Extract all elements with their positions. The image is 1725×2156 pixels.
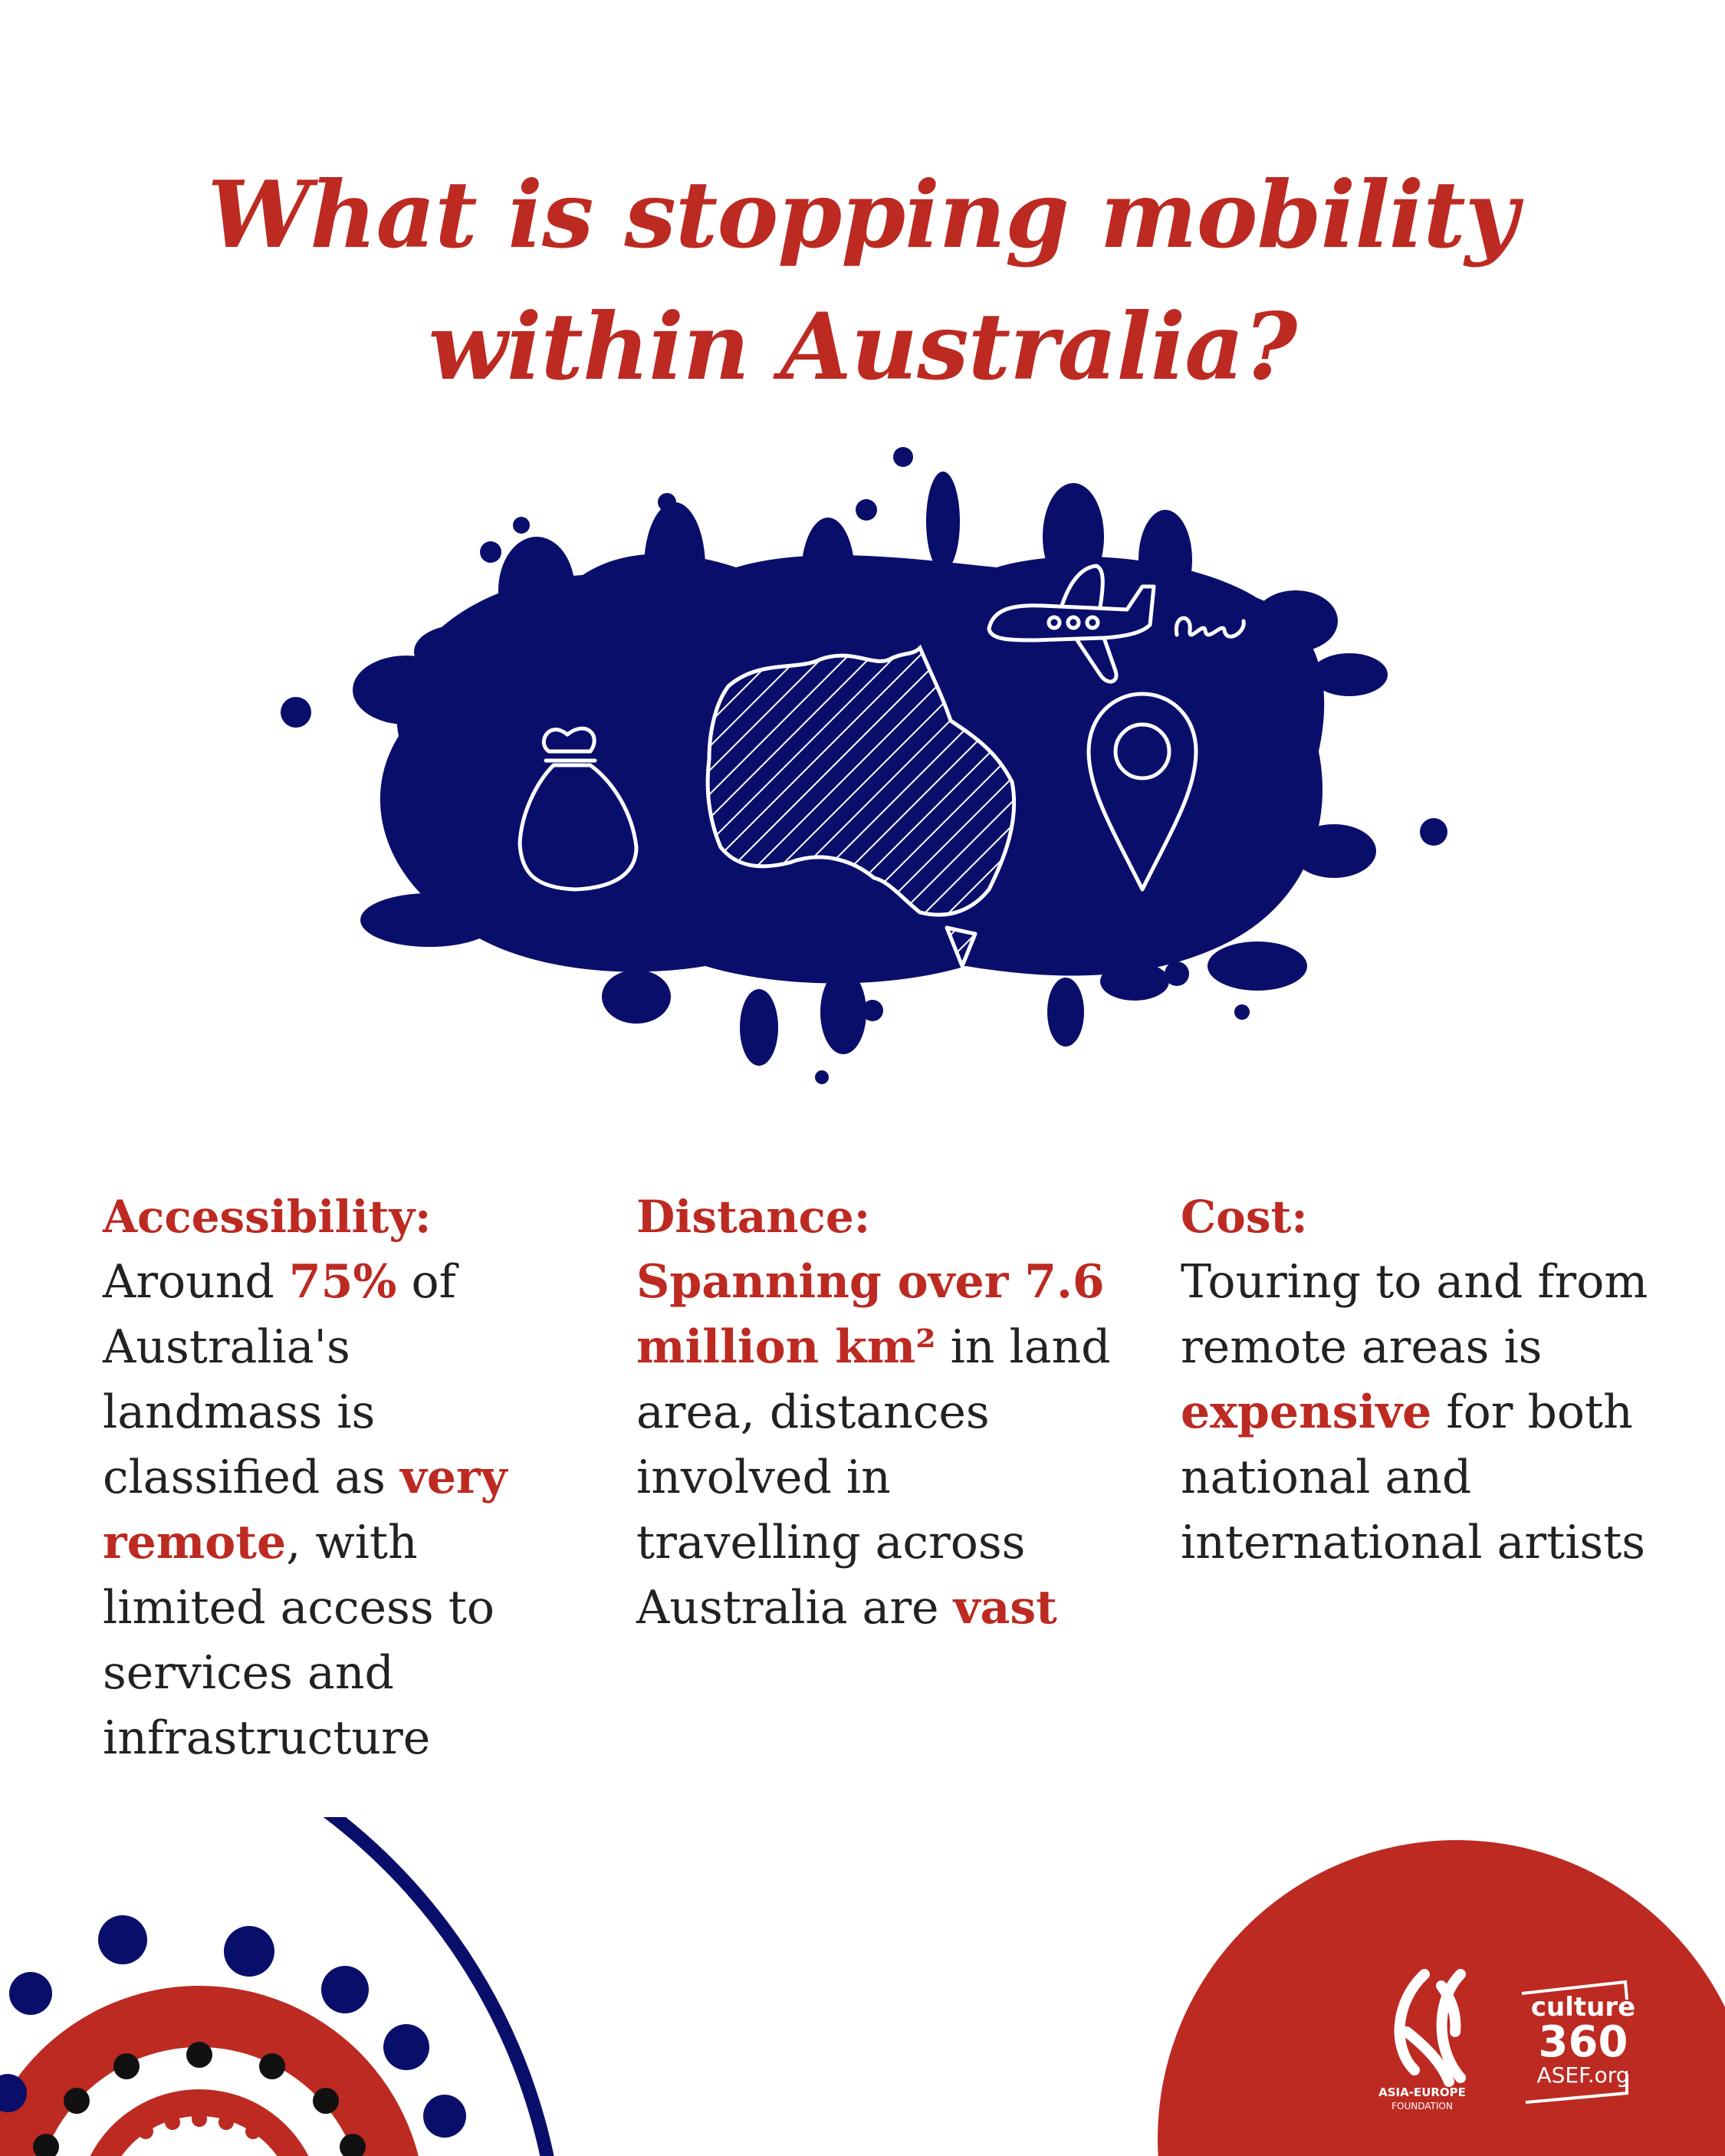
- cost-heading: Cost:: [1181, 1191, 1308, 1243]
- title-line-2: within Australia?: [428, 293, 1297, 401]
- asef-line-1: ASIA-EUROPE: [1378, 2085, 1466, 2099]
- page-title: [0, 150, 1725, 413]
- cost-column: [1181, 1185, 1656, 1576]
- culture360-url: ASEF.org: [1536, 2062, 1630, 2088]
- asef-line-2: FOUNDATION: [1392, 2101, 1453, 2112]
- accessibility-column: [103, 1185, 532, 1771]
- asef-logo-text: [1349, 2085, 1495, 2113]
- cost-text-2: for both national and international artists: [1181, 1385, 1646, 1569]
- culture360-number: 360: [1538, 2017, 1628, 2067]
- accessibility-heading: Accessibility:: [103, 1191, 432, 1243]
- distance-column: [636, 1185, 1112, 1641]
- distance-heading: Distance:: [636, 1191, 871, 1243]
- culture360-logo: [1522, 1993, 1644, 2087]
- distance-text-1: in land area, distances involved in travelling across Australia are: [636, 1320, 1111, 1635]
- distance-highlight-vast: vast: [953, 1581, 1057, 1635]
- title-line-1: What is stopping mobility: [207, 161, 1518, 269]
- accessibility-highlight-remote: very remote: [103, 1451, 508, 1569]
- accessibility-text-3: , with limited access to services and infrastructure: [103, 1516, 495, 1765]
- culture360-word: culture: [1530, 1992, 1636, 2023]
- cost-text-1: Touring to and from remote areas is: [1181, 1255, 1648, 1374]
- cost-highlight-expensive: expensive: [1181, 1385, 1432, 1439]
- accessibility-text-1: Around: [103, 1255, 289, 1309]
- accessibility-text-2: of Australia's landmass is classified as: [103, 1255, 456, 1504]
- ink-splash-illustration: [0, 429, 1725, 1104]
- accessibility-highlight-percent: 75%: [288, 1255, 397, 1309]
- distance-highlight-area: Spanning over 7.6 million km²: [636, 1255, 1105, 1374]
